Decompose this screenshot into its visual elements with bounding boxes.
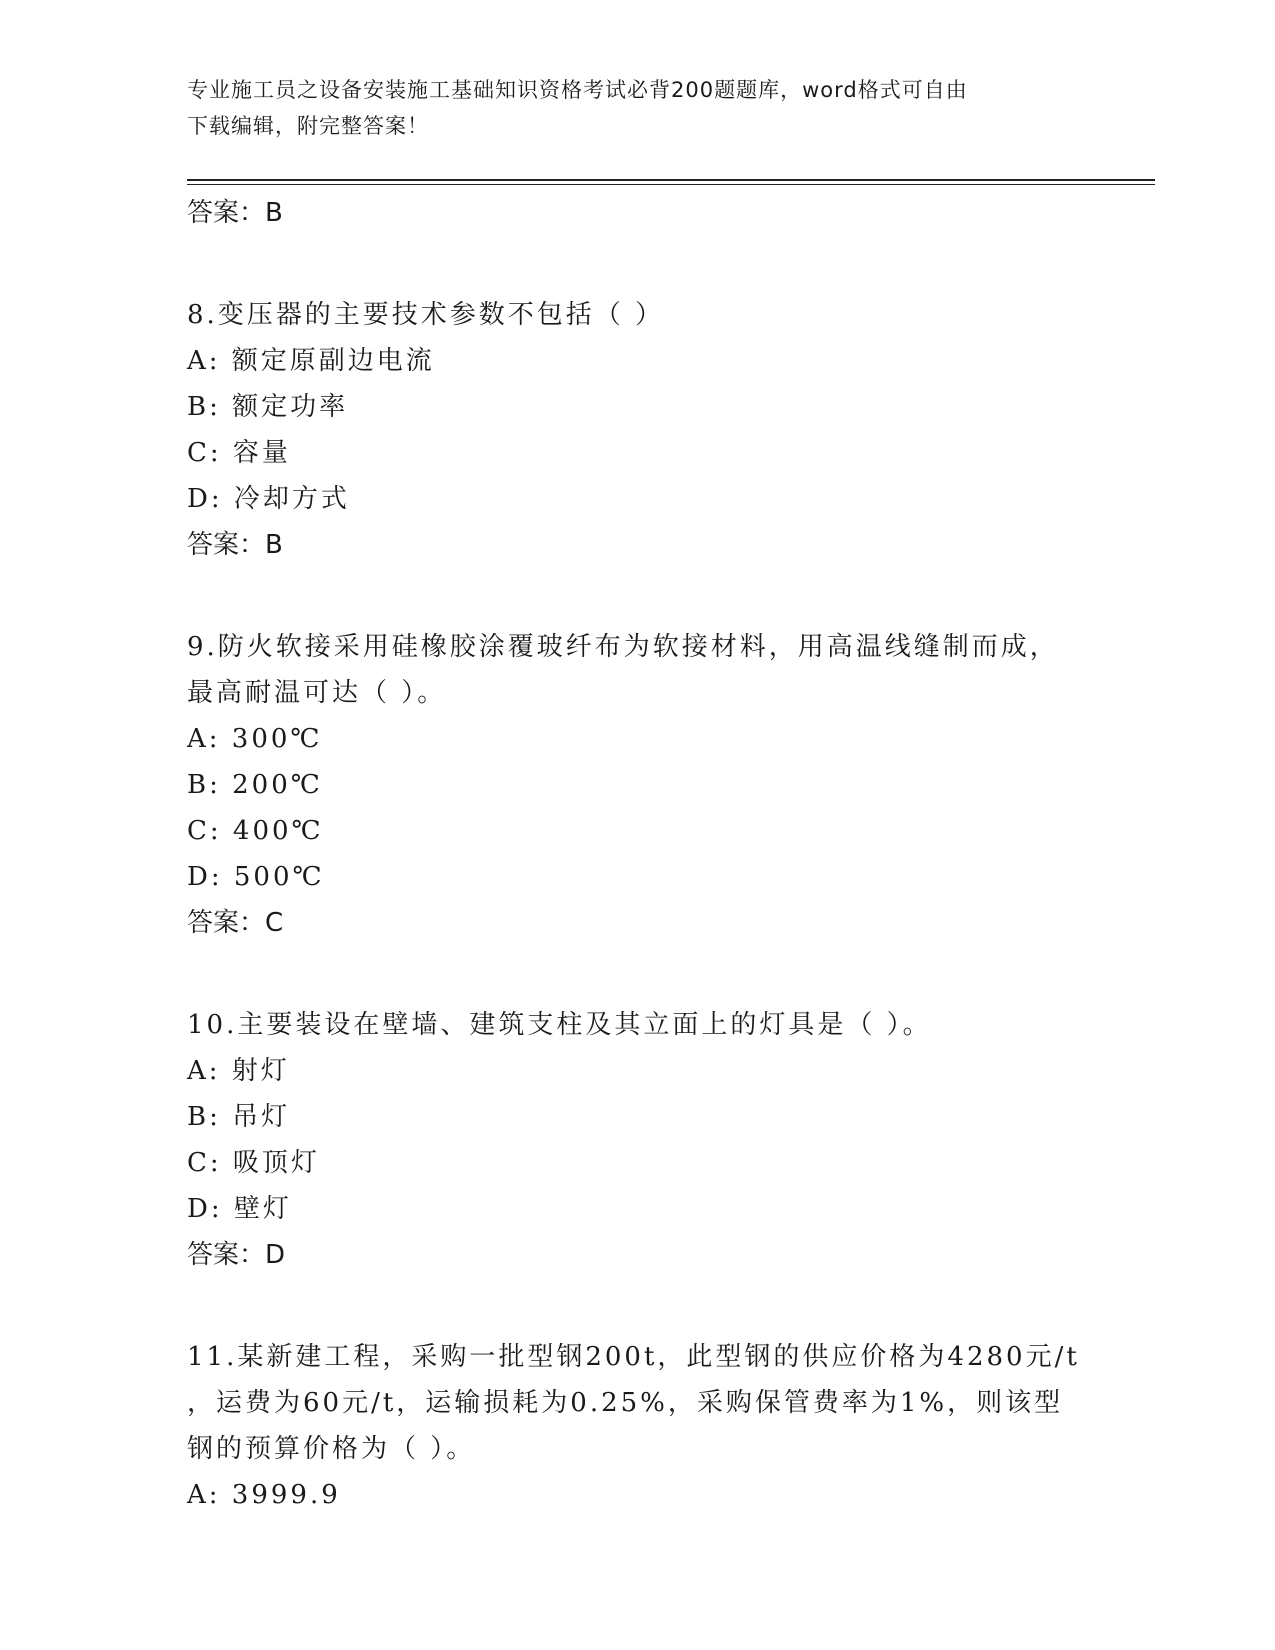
question-text: 9.防火软接采用硅橡胶涂覆玻纤布为软接材料，用高温线缝制而成， <box>187 632 1059 662</box>
question-8 <box>187 292 1067 568</box>
option-a: A: 3999.9 <box>187 1480 341 1510</box>
header-rule-thin <box>187 184 1155 185</box>
option-a: A: 额定原副边电流 <box>187 346 435 376</box>
question-text: 钢的预算价格为（ ）。 <box>187 1434 476 1464</box>
option-b: B: 吊灯 <box>187 1102 291 1132</box>
option-d: D: 壁灯 <box>187 1194 292 1224</box>
document-body <box>187 190 1080 1518</box>
answer: 答案：B <box>187 530 283 560</box>
question-text: 最高耐温可达（ ）。 <box>187 678 447 708</box>
option-b: B: 200℃ <box>187 770 323 800</box>
option-d: D: 冷却方式 <box>187 484 350 514</box>
answer: 答案：C <box>187 908 284 938</box>
document-header <box>187 72 1067 144</box>
option-d: D: 500℃ <box>187 862 325 892</box>
option-a: A: 射灯 <box>187 1056 290 1086</box>
option-c: C: 400℃ <box>187 816 324 846</box>
answer: 答案：D <box>187 1240 286 1270</box>
option-b: B: 额定功率 <box>187 392 349 422</box>
previous-answer: 答案：B <box>187 198 283 228</box>
option-c: C: 容量 <box>187 438 291 468</box>
question-9 <box>187 624 1067 946</box>
question-text: 8.变压器的主要技术参数不包括（ ） <box>187 300 665 330</box>
question-text: 10.主要装设在壁墙、建筑支柱及其立面上的灯具是（ ）。 <box>187 1010 932 1040</box>
question-11 <box>187 1334 1080 1518</box>
option-c: C: 吸顶灯 <box>187 1148 320 1178</box>
question-10 <box>187 1002 1067 1278</box>
header-line-2: 下载编辑，附完整答案！ <box>187 114 429 138</box>
question-text: ，运费为60元/t，运输损耗为0.25%，采购保管费率为1%，则该型 <box>187 1388 1064 1418</box>
header-rule-thick <box>187 179 1155 181</box>
question-text: 11.某新建工程，采购一批型钢200t，此型钢的供应价格为4280元/t <box>187 1342 1080 1372</box>
option-a: A: 300℃ <box>187 724 323 754</box>
header-line-1: 专业施工员之设备安装施工基础知识资格考试必背200题题库，word格式可自由 <box>187 78 968 102</box>
